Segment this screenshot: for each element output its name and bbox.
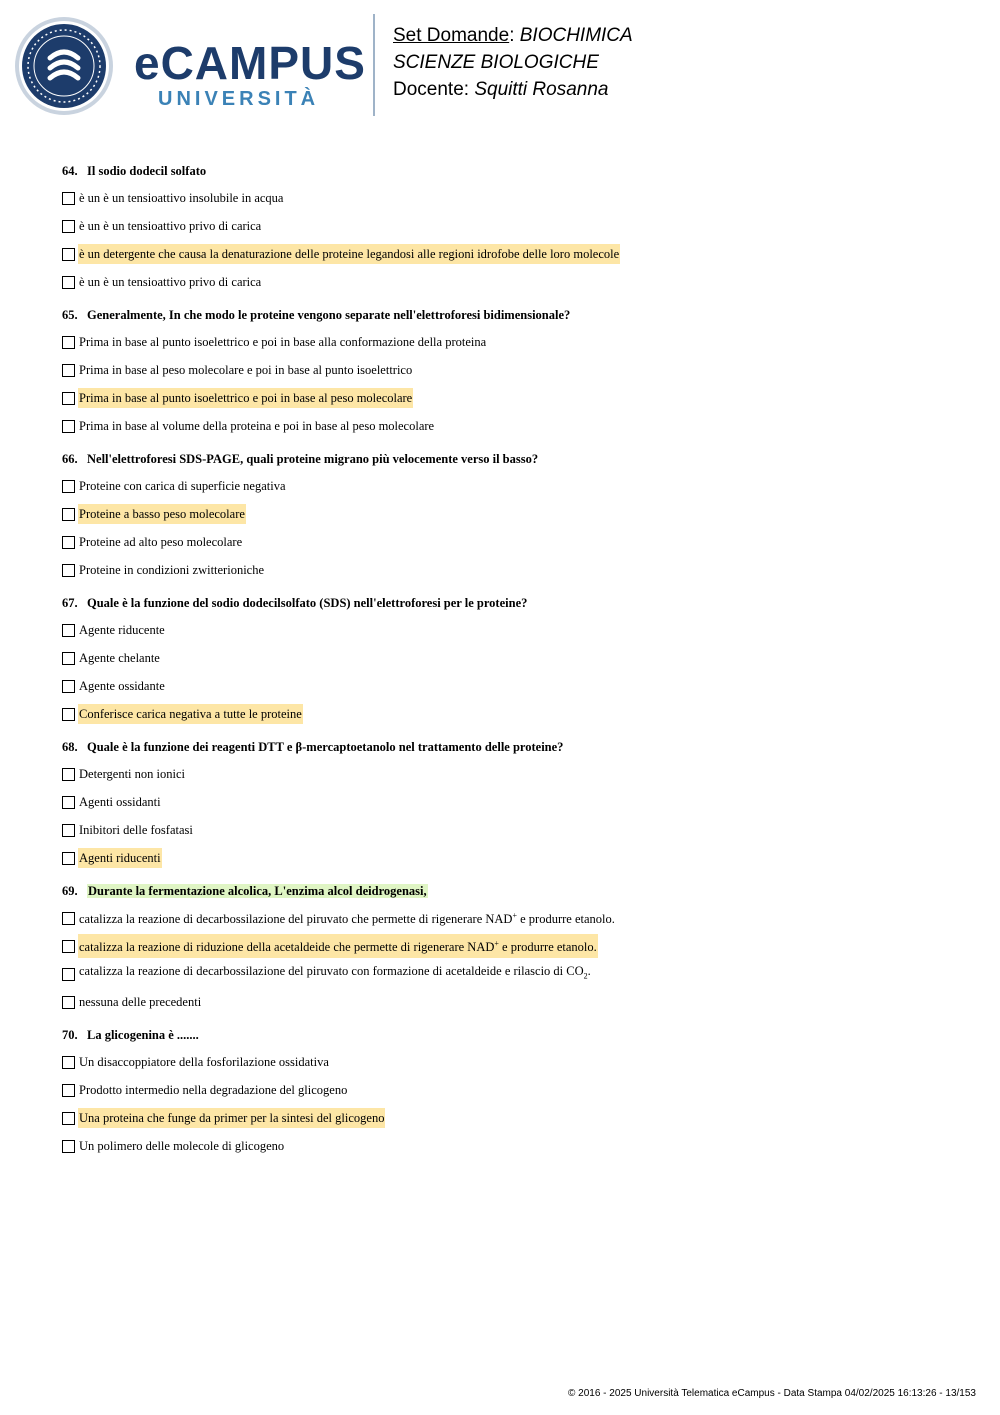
answer-checkbox[interactable] (62, 420, 75, 433)
answer-text: Agente chelante (79, 651, 160, 665)
answer-text: Un disaccoppiatore della fosforilazione ossidativa (79, 1055, 329, 1069)
page-header (0, 0, 1000, 130)
answer-checkbox[interactable] (62, 508, 75, 521)
answer-option[interactable] (62, 764, 962, 784)
question-title (62, 450, 962, 468)
answer-checkbox[interactable] (62, 536, 75, 549)
answer-text: Un polimero delle molecole di glicogeno (79, 1139, 285, 1153)
answer-text-highlighted: Conferisce carica negativa a tutte le proteine (78, 704, 303, 724)
answer-checkbox[interactable] (62, 564, 75, 577)
question-70 (62, 1026, 962, 1156)
answer-checkbox[interactable] (62, 824, 75, 837)
answer-checkbox[interactable] (62, 968, 75, 981)
question-title (62, 306, 962, 324)
answer-text-highlighted: Una proteina che funge da primer per la sintesi del glicogeno (78, 1108, 385, 1128)
question-number: 68. (62, 740, 78, 754)
question-title (62, 162, 962, 180)
answer-text: nessuna delle precedenti (79, 995, 202, 1009)
question-text: Quale è la funzione dei reagenti DTT e β-mercaptoetanolo nel trattamento delle proteine? (87, 740, 564, 754)
answer-option-correct[interactable] (62, 704, 962, 724)
answer-text-highlighted (78, 934, 598, 957)
answer-text: Agente ossidante (79, 679, 165, 693)
header-divider (373, 14, 375, 116)
answer-text: Detergenti non ionici (79, 767, 185, 781)
answer-text (78, 961, 592, 987)
answer-checkbox[interactable] (62, 1056, 75, 1069)
question-text: Nell'elettroforesi SDS-PAGE, quali proteine migrano più velocemente verso il basso? (87, 452, 539, 466)
answer-checkbox[interactable] (62, 940, 75, 953)
answer-checkbox[interactable] (62, 248, 75, 261)
answer-text: Prima in base al punto isoelettrico e poi in base alla conformazione della proteina (79, 335, 487, 349)
question-title (62, 882, 962, 900)
answer-checkbox[interactable] (62, 220, 75, 233)
question-number: 70. (62, 1028, 78, 1042)
answer-option[interactable] (62, 532, 962, 552)
answer-option-correct[interactable] (62, 936, 962, 956)
answer-option[interactable] (62, 1080, 962, 1100)
answer-checkbox[interactable] (62, 768, 75, 781)
set-line: Set Domande: BIOCHIMICA (393, 25, 633, 46)
answer-text: Prima in base al volume della proteina e poi in base al peso molecolare (79, 419, 435, 433)
answer-option-correct[interactable] (62, 388, 962, 408)
question-title (62, 1026, 962, 1044)
answer-text-tail: . (587, 964, 591, 979)
answer-option[interactable] (62, 1136, 962, 1156)
answer-text-highlighted: Proteine a basso peso molecolare (78, 504, 246, 524)
question-number: 67. (62, 596, 78, 610)
question-text: La glicogenina è ....... (87, 1028, 199, 1042)
teacher-label: Docente: (393, 79, 470, 100)
answer-text: è un è un tensioattivo privo di carica (79, 219, 262, 233)
set-label: Set Domande (393, 25, 510, 46)
answer-option[interactable] (62, 560, 962, 580)
superscript: + (512, 911, 517, 921)
superscript: + (494, 939, 499, 949)
answer-checkbox[interactable] (62, 996, 75, 1009)
question-title (62, 594, 962, 612)
question-title (62, 738, 962, 756)
answer-text: Prodotto intermedio nella degradazione del glicogeno (79, 1083, 348, 1097)
question-67 (62, 594, 962, 724)
answer-text-highlighted: Agenti riducenti (78, 848, 162, 868)
answer-text-main: catalizza la reazione di decarbossilazione del piruvato con formazione di acetaldeide e rilascio di CO (79, 964, 584, 979)
answer-option-correct[interactable] (62, 1108, 962, 1128)
question-number: 69. (62, 884, 78, 898)
answer-option[interactable] (62, 908, 962, 928)
question-66 (62, 450, 962, 580)
answer-option[interactable] (62, 620, 962, 640)
ecampus-wordmark (134, 37, 366, 110)
wordmark-title: eCAMPUS (134, 37, 366, 89)
set-value: BIOCHIMICA (519, 25, 633, 46)
wordmark-subtitle: UNIVERSITÀ (158, 88, 320, 110)
answer-text-highlighted: Prima in base al punto isoelettrico e poi in base al peso molecolare (78, 388, 413, 408)
answer-checkbox[interactable] (62, 1084, 75, 1097)
answer-option-correct[interactable] (62, 848, 962, 868)
answer-option[interactable] (62, 964, 962, 984)
answer-text: è un è un tensioattivo privo di carica (79, 275, 262, 289)
answer-checkbox[interactable] (62, 652, 75, 665)
answer-checkbox[interactable] (62, 364, 75, 377)
question-text: Quale è la funzione del sodio dodecilsolfato (SDS) nell'elettroforesi per le proteine? (87, 596, 528, 610)
answer-checkbox[interactable] (62, 912, 75, 925)
answer-text-tail: e produrre etanolo. (516, 912, 615, 927)
answer-checkbox[interactable] (62, 192, 75, 205)
question-list (62, 162, 962, 1170)
question-number: 65. (62, 308, 78, 322)
answer-text: Prima in base al peso molecolare e poi in base al punto isoelettrico (79, 363, 413, 377)
teacher-line (393, 76, 633, 103)
answer-text: è un è un tensioattivo insolubile in acqua (79, 191, 284, 205)
answer-option[interactable] (62, 676, 962, 696)
question-text: Generalmente, In che modo le proteine vengono separate nell'elettroforesi bidimensionale? (87, 308, 571, 322)
answer-option[interactable] (62, 476, 962, 496)
answer-text: Proteine ad alto peso molecolare (79, 535, 243, 549)
answer-checkbox[interactable] (62, 624, 75, 637)
answer-text: Proteine con carica di superficie negativa (79, 479, 286, 493)
answer-checkbox[interactable] (62, 276, 75, 289)
question-text: Il sodio dodecil solfato (87, 164, 207, 178)
ecampus-seal-logo (14, 16, 114, 116)
answer-checkbox[interactable] (62, 708, 75, 721)
question-number: 66. (62, 452, 78, 466)
answer-text: Agente riducente (79, 623, 165, 637)
answer-checkbox[interactable] (62, 1112, 75, 1125)
header-info (393, 22, 633, 103)
answer-option[interactable] (62, 820, 962, 840)
question-65 (62, 306, 962, 436)
course-line (393, 49, 633, 76)
answer-option-correct[interactable] (62, 504, 962, 524)
answer-checkbox[interactable] (62, 480, 75, 493)
answer-option[interactable] (62, 216, 962, 236)
page-footer: © 2016 - 2025 Università Telematica eCampus - Data Stampa 04/02/2025 16:13:26 - 13/153 (568, 1388, 976, 1399)
answer-checkbox[interactable] (62, 392, 75, 405)
answer-text-highlighted: è un detergente che causa la denaturazione delle proteine legandosi alle regioni idrofobe delle loro molecole (78, 244, 620, 264)
question-68 (62, 738, 962, 868)
answer-option[interactable] (62, 792, 962, 812)
answer-checkbox[interactable] (62, 796, 75, 809)
answer-checkbox[interactable] (62, 1140, 75, 1153)
answer-option[interactable] (62, 648, 962, 668)
course-value: SCIENZE BIOLOGICHE (393, 52, 599, 73)
answer-text (78, 906, 616, 929)
answer-text-main: catalizza la reazione di decarbossilazione del piruvato che permette di rigenerare NAD (79, 912, 513, 927)
answer-option[interactable] (62, 332, 962, 352)
subscript: 2 (583, 971, 588, 981)
answer-text: Agenti ossidanti (79, 795, 161, 809)
question-64 (62, 162, 962, 292)
answer-checkbox[interactable] (62, 680, 75, 693)
answer-option[interactable] (62, 1052, 962, 1072)
answer-checkbox[interactable] (62, 336, 75, 349)
answer-checkbox[interactable] (62, 852, 75, 865)
answer-option-correct[interactable] (62, 244, 962, 264)
question-number: 64. (62, 164, 78, 178)
question-69 (62, 882, 962, 1012)
answer-text: Inibitori delle fosfatasi (79, 823, 193, 837)
answer-option[interactable] (62, 416, 962, 436)
answer-option[interactable] (62, 188, 962, 208)
teacher-value: Squitti Rosanna (474, 79, 609, 100)
answer-text-tail: e produrre etanolo. (498, 940, 597, 955)
answer-option[interactable] (62, 992, 962, 1012)
question-text-highlighted: Durante la fermentazione alcolica, L'enzima alcol deidrogenasi, (88, 884, 427, 898)
answer-option[interactable] (62, 272, 962, 292)
answer-option[interactable] (62, 360, 962, 380)
answer-text: Proteine in condizioni zwitterioniche (79, 563, 265, 577)
answer-text-main: catalizza la reazione di riduzione della acetaldeide che permette di rigenerare NAD (79, 940, 495, 955)
